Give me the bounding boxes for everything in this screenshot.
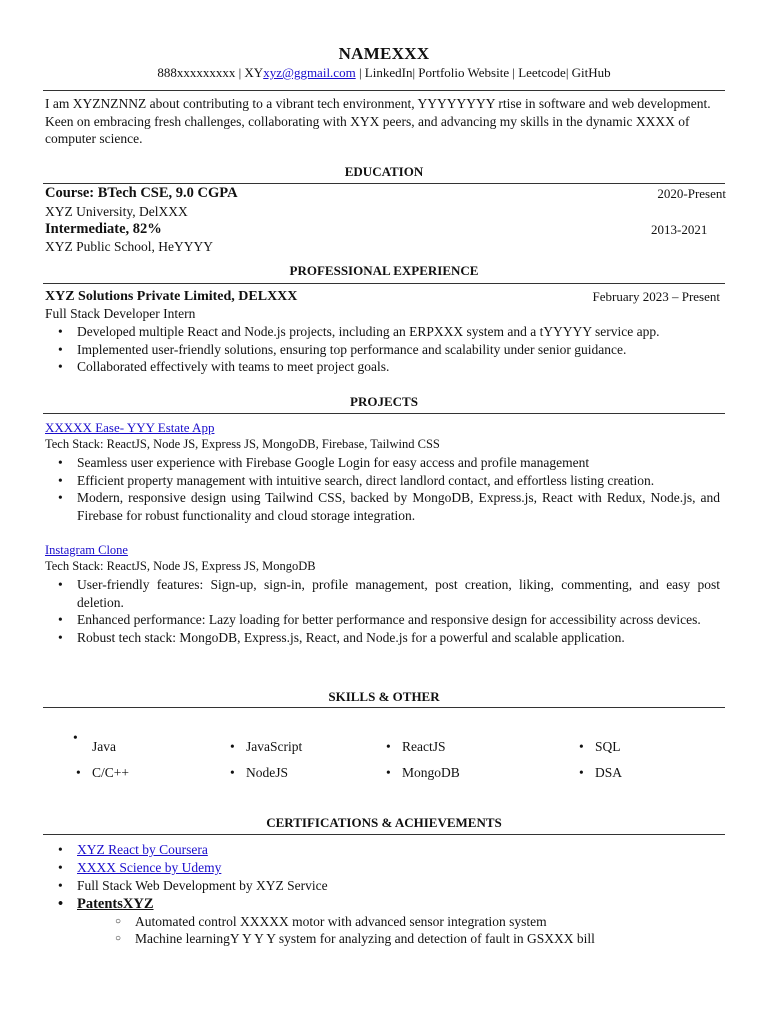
list-item: • Modern, responsive design using Tailwind CSS, backed by MongoDB, Express.js, React with Redux, Node.js, and Firebase for robust functionality and cloud storage integration. (45, 489, 720, 524)
list-item: • Robust tech stack: MongoDB, Express.js, React, and Node.js for a powerful and scalable application. (45, 629, 720, 647)
projects-heading: PROJECTS (350, 394, 418, 409)
certifications-heading: CERTIFICATIONS & ACHIEVEMENTS (266, 815, 502, 830)
education-course-dates: 2020-Present (657, 186, 726, 201)
email-prefix: XY (244, 65, 264, 80)
contact-line (0, 65, 768, 81)
skills-divider (43, 707, 725, 708)
list-item: • Developed multiple React and Node.js projects, including an ERPXXX system and a tYYYYY service app. (45, 323, 725, 341)
list-item: • Implemented user-friendly solutions, ensuring top performance and scalability under senior guidance. (45, 341, 725, 359)
profile-links[interactable]: | LinkedIn| Portfolio Website | Leetcode| GitHub (355, 65, 611, 80)
skill-bullet-orphan: • (73, 730, 78, 745)
experience-company: XYZ Solutions Private Limited, DELXXX (45, 289, 298, 304)
education-intermediate: Intermediate, 82% (45, 221, 162, 237)
project-link-instagram-clone[interactable]: Instagram Clone (45, 543, 128, 557)
list-item: • Enhanced performance: Lazy loading for better performance and responsive design for accessibility across devices. (45, 611, 720, 629)
skill-cpp: • C/C++ (76, 765, 129, 780)
patents-label: PatentsXYZ (77, 896, 154, 912)
education-course: Course: BTech CSE, 9.0 CGPA (45, 185, 238, 201)
education-heading: EDUCATION (344, 164, 424, 179)
list-item (45, 859, 725, 877)
education-course-school: XYZ University, DelXXX (45, 204, 188, 219)
project-stack-instagram-clone: Tech Stack: ReactJS, Node JS, Express JS, MongoDB (45, 559, 316, 573)
summary-paragraph: I am XYZNZNNZ about contributing to a vibrant tech environment, YYYYYYYY rtise in software and web development. Keen on embracing fresh challenges, collaborating with XYX peers, and advancing my skills in the dynamic XXXX of computer science. (45, 96, 711, 146)
project-bullets-estate-app (45, 454, 720, 524)
skill-nodejs: • NodeJS (230, 765, 289, 780)
certifications-divider (43, 834, 725, 835)
education-intermediate-school: XYZ Public School, HeYYYY (45, 239, 213, 254)
project-bullets-instagram-clone (45, 576, 720, 646)
list-item: ○ Machine learningY Y Y Y system for analyzing and detection of fault in GSXXX bill (45, 930, 725, 947)
list-item: ○ Automated control XXXXX motor with advanced sensor integration system (45, 913, 725, 930)
list-item: • Efficient property management with intuitive search, direct landlord contact, and effortless listing creation. (45, 472, 720, 490)
skill-javascript: • JavaScript (230, 739, 303, 754)
projects-divider (43, 413, 725, 414)
skills-heading: SKILLS & OTHER (328, 689, 440, 704)
education-intermediate-dates: 2013-2021 (651, 222, 708, 237)
experience-divider (43, 283, 725, 284)
experience-role: Full Stack Developer Intern (45, 306, 196, 321)
project-stack-estate-app: Tech Stack: ReactJS, Node JS, Express JS, MongoDB, Firebase, Tailwind CSS (45, 437, 440, 451)
list-item: • User-friendly features: Sign-up, sign-in, profile management, post creation, liking, commenting, and easy post deletion. (45, 576, 720, 611)
list-item: • Full Stack Web Development by XYZ Service (45, 877, 725, 895)
project-link-estate-app[interactable]: XXXXX Ease- YYY Estate App (45, 420, 215, 435)
certifications-list (45, 841, 725, 947)
email-link[interactable]: xyz@ggmail.com (263, 65, 356, 80)
skill-reactjs: • ReactJS (386, 739, 446, 754)
education-divider (43, 183, 725, 184)
contact-separator: | (235, 65, 245, 80)
cert-link-science[interactable]: XXXX Science by Udemy (77, 860, 222, 875)
list-item: • Seamless user experience with Firebase Google Login for easy access and profile management (45, 454, 720, 472)
experience-bullets (45, 323, 725, 376)
cert-link-react[interactable]: XYZ React by Coursera (77, 842, 208, 857)
skill-java: Java (92, 739, 116, 754)
experience-heading: PROFESSIONAL EXPERIENCE (289, 263, 479, 278)
header-divider (43, 90, 725, 91)
skill-mongodb: • MongoDB (386, 765, 460, 780)
list-item (45, 841, 725, 859)
skill-sql: • SQL (579, 739, 621, 754)
phone-number: 888xxxxxxxxx (157, 65, 236, 80)
skill-dsa: • DSA (579, 765, 623, 780)
candidate-name: NAMEXXX (338, 44, 430, 63)
list-item (45, 895, 725, 913)
experience-dates: February 2023 – Present (592, 289, 720, 304)
list-item: • Collaborated effectively with teams to meet project goals. (45, 358, 725, 376)
